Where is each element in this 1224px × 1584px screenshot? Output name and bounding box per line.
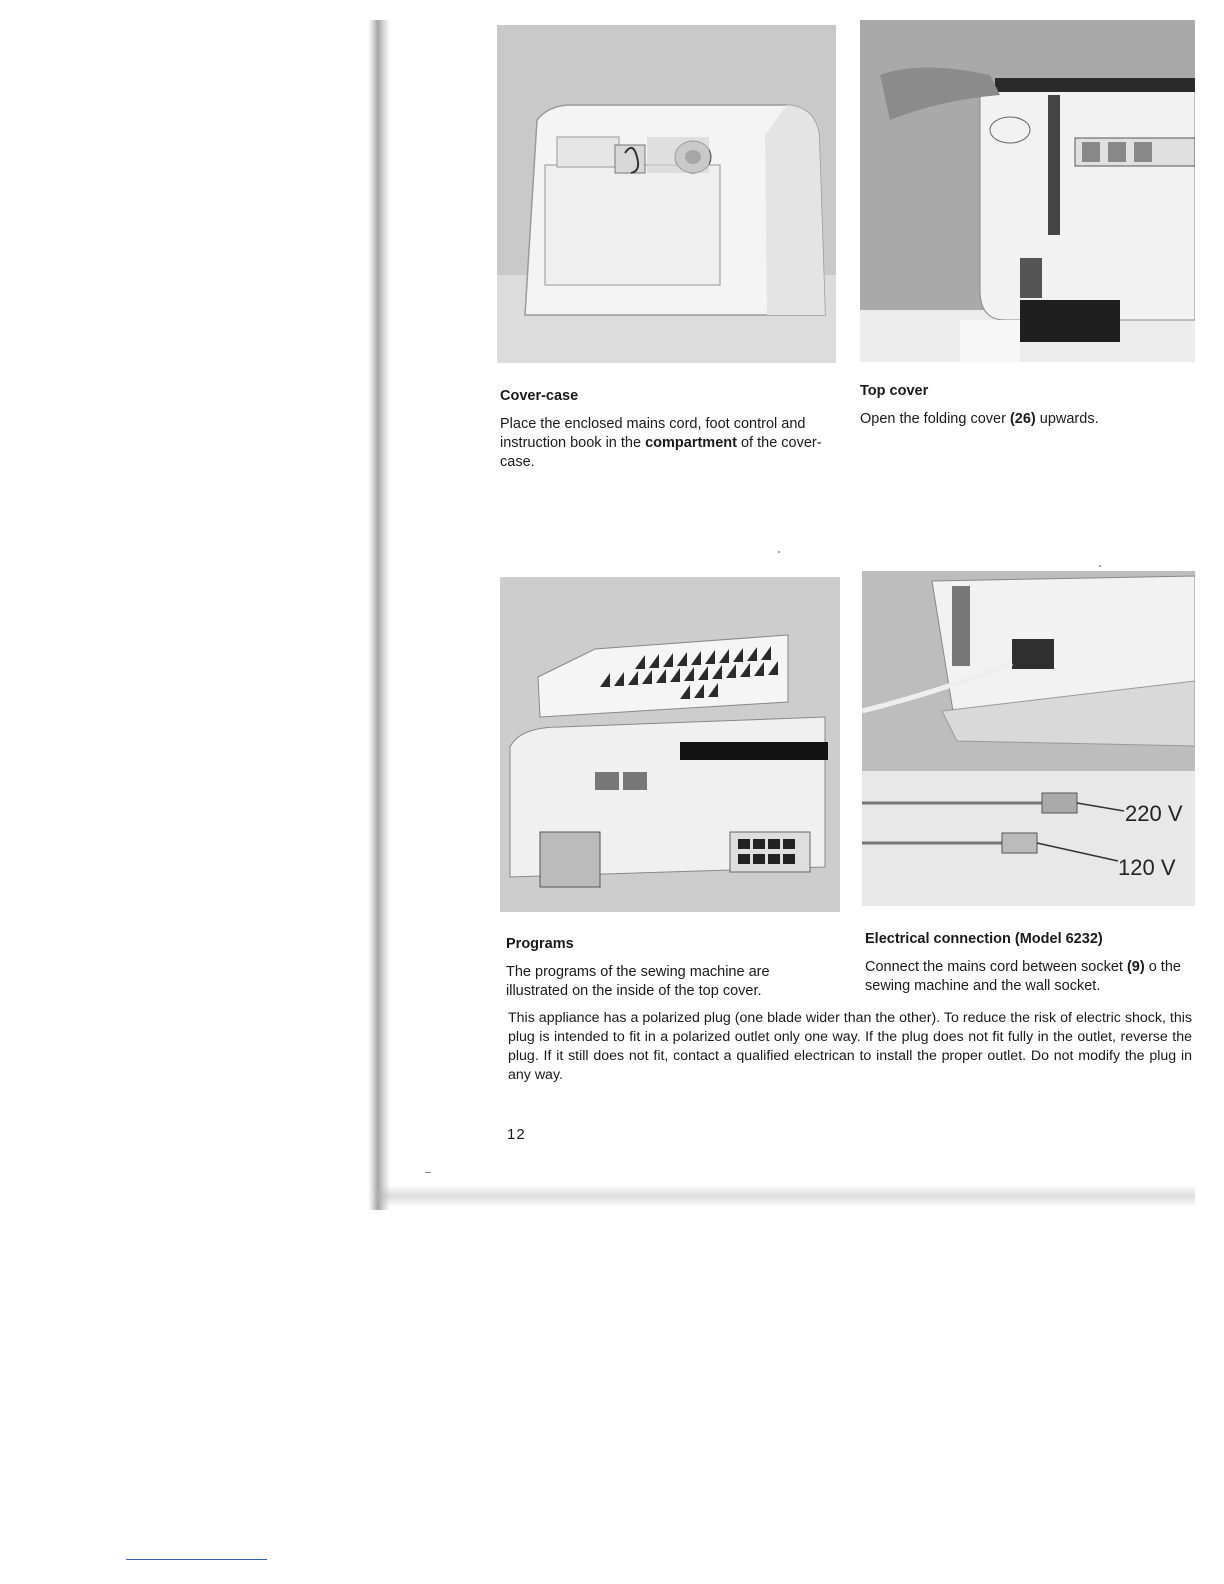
cover-case-heading: Cover-case (500, 388, 579, 404)
cover-case-photo (497, 25, 836, 363)
scan-speck (1099, 565, 1101, 567)
electrical-heading: Electrical connection (Model 6232) (865, 931, 1103, 947)
scan-speck (778, 551, 780, 553)
electrical-text: Connect the mains cord between socket (9) o the sewing machine and the wall socket. (865, 959, 1181, 994)
programs-photo (500, 577, 840, 912)
polarized-plug-note: This appliance has a polarized plug (one blade wider than the other). To reduce the risk of electric shock, this plug is intended to fit in a polarized outlet only one way. If the plug does not fit fully in the outlet, reverse the plug. If it still does not fit, contact a qualified electrican to install the proper outlet. Do not modify the plug in any way. (508, 1010, 1192, 1084)
electrical-photo (862, 571, 1195, 906)
page-number: 12 (507, 1126, 526, 1143)
top-cover-text: Open the folding cover (26) upwards. (860, 411, 1099, 427)
cover-case-text: Place the enclosed mains cord, foot control and instruction book in the compartment of the cover-case. (500, 416, 822, 470)
binding-shadow (368, 20, 390, 1210)
scan-speck (425, 1172, 431, 1173)
top-cover-photo (860, 20, 1195, 362)
label-220v: 220 V (1125, 801, 1183, 826)
label-120v: 120 V (1118, 855, 1176, 880)
top-cover-heading: Top cover (860, 383, 929, 399)
programs-text: The programs of the sewing machine are illustrated on the inside of the top cover. (506, 964, 770, 999)
footer-rule (126, 1559, 267, 1560)
programs-heading: Programs (506, 936, 574, 952)
scan-edge (375, 1185, 1195, 1207)
